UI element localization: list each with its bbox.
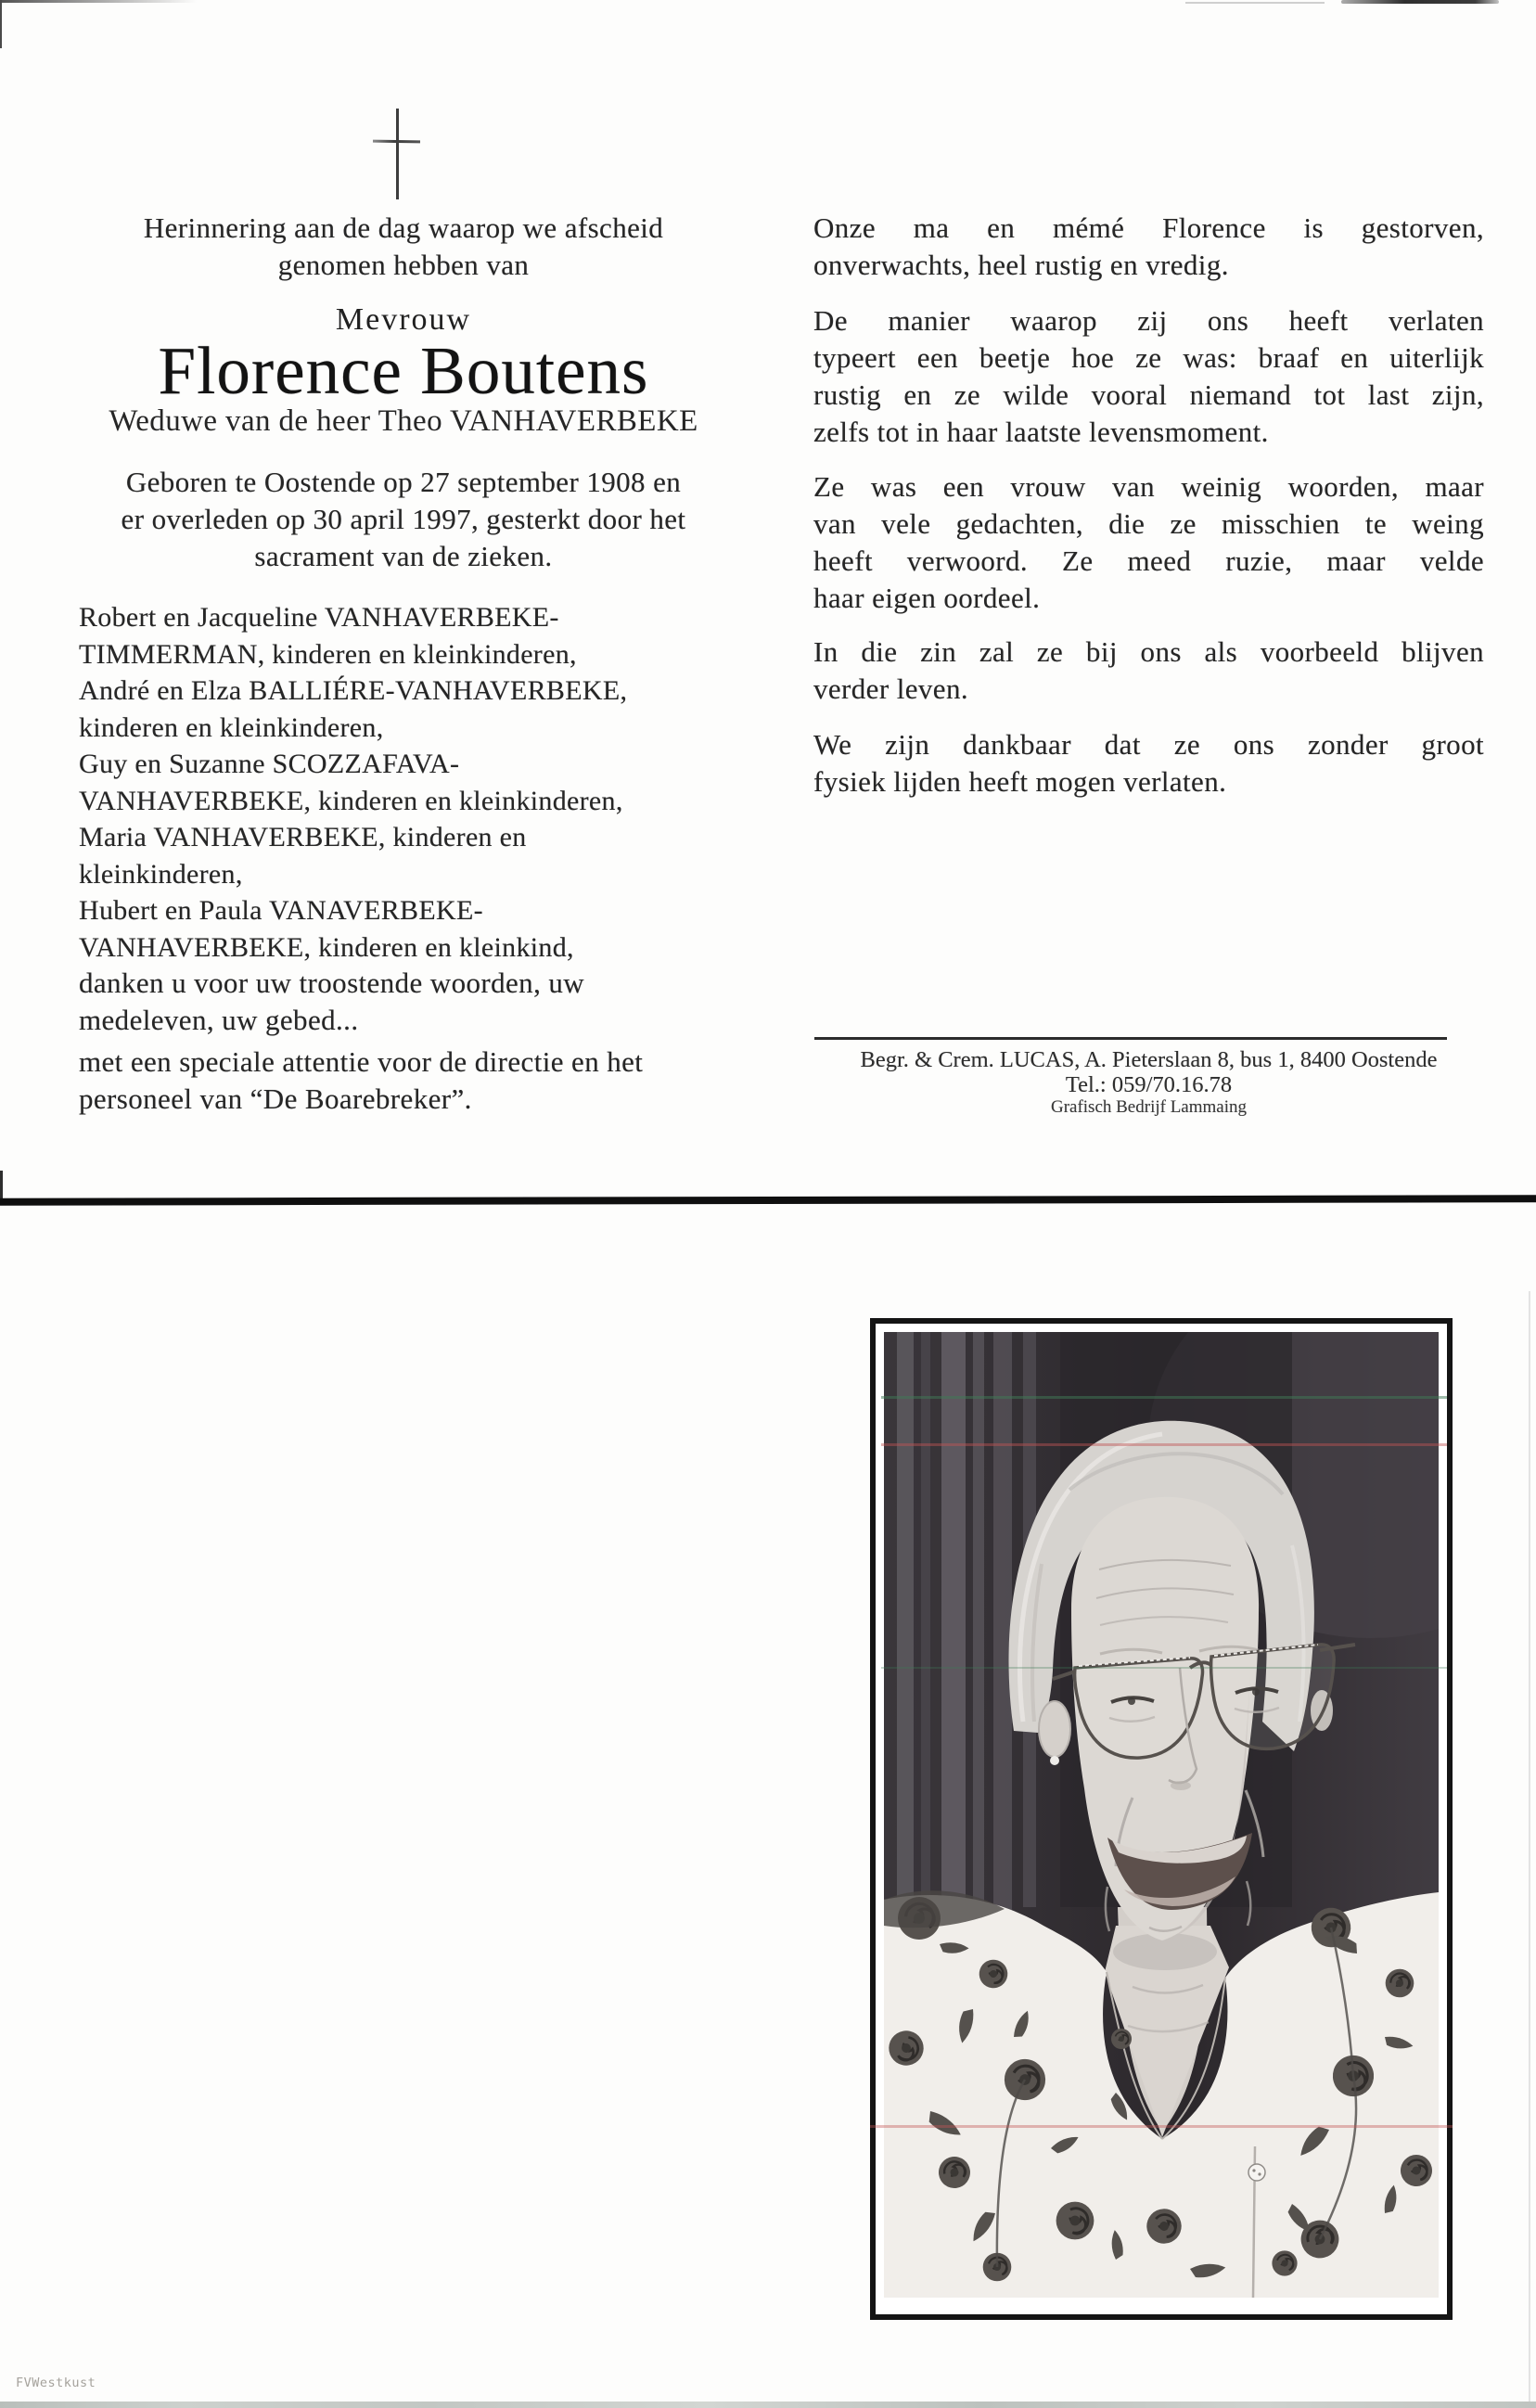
text-line: TIMMERMAN, kinderen en kleinkinderen, (79, 638, 577, 670)
scan-artifact-green-line (881, 1667, 1447, 1669)
scan-artifact-right-edge (1529, 1291, 1530, 2402)
text-line: sacrament van de zieken. (254, 540, 553, 572)
text-line: VANHAVERBEKE, kinderen en kleinkind, (79, 931, 574, 963)
scan-artifact-left-edge (0, 0, 2, 48)
text-line: fysiek lijden heeft mogen verlaten. (813, 765, 1227, 798)
text-line: kleinkinderen, (79, 858, 243, 890)
cross-horizontal-bar (373, 140, 420, 143)
funeral-home-info (813, 1047, 1484, 1118)
eulogy-paragraph (813, 302, 1484, 451)
text-line: André en Elza BALLIÉRE-VANHAVERBEKE, (79, 675, 628, 706)
text-line: Ze was een vrouw van weinig woorden, maar (813, 470, 1484, 503)
photo-frame (870, 1318, 1453, 2320)
text-line: Guy en Suzanne SCOZZAFAVA- (79, 749, 460, 779)
eulogy-paragraph (813, 634, 1484, 708)
text-line: Herinnering aan de dag waarop we afscheid (143, 211, 664, 244)
text-line: genomen hebben van (277, 249, 530, 281)
text-line: De manier waarop zij ons heeft verlaten (813, 304, 1484, 337)
scan-artifact-red-line (870, 2125, 1453, 2128)
text-line: zelfs tot in haar laatste levensmoment. (813, 416, 1269, 448)
page-separator-line (0, 1195, 1536, 1205)
thanks-note (79, 965, 728, 1039)
memorial-intro (79, 210, 728, 284)
text-line: Geboren te Oostende op 27 september 1908 en (125, 466, 682, 498)
text-line: In die zin zal ze bij ons als voorbeeld blijven (813, 635, 1484, 668)
funeral-home-address: Begr. & Crem. LUCAS, A. Pieterslaan 8, bus 1, 8400 Oostende (860, 1047, 1438, 1072)
eulogy-paragraph (813, 210, 1484, 284)
honorific: Mevrouw (335, 302, 472, 337)
cross-vertical-bar (396, 109, 399, 199)
eulogy-paragraph (813, 726, 1484, 801)
special-attention-note (79, 1044, 728, 1118)
widow-line: Weduwe van de heer Theo VANHAVERBEKE (109, 404, 698, 438)
text-line: rustig en ze wilde vooral niemand tot last zijn, (813, 378, 1484, 411)
text-line: verder leven. (813, 672, 968, 705)
deceased-name: Florence Boutens (158, 333, 649, 408)
scan-artifact-top-left (0, 0, 197, 3)
family-list (79, 599, 728, 966)
scan-artifact-green-line (881, 1396, 1447, 1399)
funeral-info-divider (814, 1037, 1447, 1040)
text-line: kinderen en kleinkinderen, (79, 711, 384, 743)
text-line: We zijn dankbaar dat ze ons zonder groot (813, 728, 1484, 761)
text-line: Hubert en Paula VANAVERBEKE- (79, 895, 483, 926)
watermark: FVWestkust (16, 2376, 96, 2390)
text-line: personeel van “De Boarebreker”. (79, 1082, 472, 1115)
text-line: VANHAVERBEKE, kinderen en kleinkinderen, (79, 785, 623, 816)
text-line: van vele gedachten, die ze misschien te weing (813, 507, 1484, 540)
printer-credit: Grafisch Bedrijf Lammaing (1050, 1097, 1248, 1117)
text-line: er overleden op 30 april 1997, gesterkt door het (121, 503, 686, 535)
text-line: typeert een beetje hoe ze was: braaf en uiterlijk (813, 341, 1484, 374)
funeral-home-phone: Tel.: 059/70.16.78 (1065, 1072, 1233, 1097)
text-line: haar eigen oordeel. (813, 582, 1041, 614)
text-line: danken u voor uw troostende woorden, uw (79, 967, 585, 999)
text-line: medeleven, uw gebed... (79, 1004, 359, 1036)
text-line: onverwachts, heel rustig en vredig. (813, 249, 1229, 281)
scan-artifact-red-line (881, 1443, 1447, 1446)
scan-artifact-top-right-light (1185, 2, 1325, 4)
text-line: met een speciale attentie voor de directie en het (79, 1045, 644, 1078)
text-line: Onze ma en mémé Florence is gestorven, (813, 211, 1484, 244)
bottom-scan-band (0, 2402, 1536, 2408)
text-line: Maria VANHAVERBEKE, kinderen en (79, 822, 527, 852)
portrait-photo (884, 1332, 1439, 2298)
eulogy-paragraph (813, 468, 1484, 617)
text-line: heeft verwoord. Ze meed ruzie, maar velde (813, 544, 1484, 577)
text-line: Robert en Jacqueline VANHAVERBEKE- (79, 602, 559, 633)
portrait-photo-illustration (884, 1332, 1439, 2298)
scan-artifact-top-right-dark (1341, 0, 1499, 4)
birth-death-details (79, 464, 728, 575)
